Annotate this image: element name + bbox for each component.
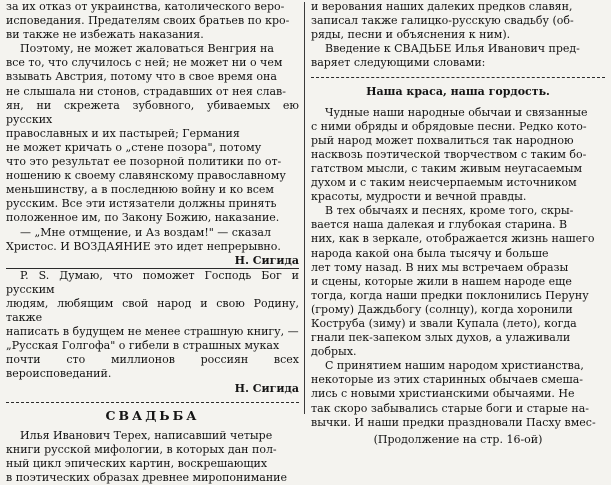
para2-line: русским. Все эти истязатели должны принять [6, 197, 277, 211]
svadba-line: книги русской мифологии, в которых дан пол- [6, 442, 277, 456]
body-line: добрых. [311, 345, 357, 359]
body-line: насквозь поэтической творчеством с таким бо- [311, 147, 587, 161]
svadba-line: Илья Иванович Терех, написавший четыре [20, 428, 273, 442]
subtitle: Наша краса, наша гордость. [366, 85, 550, 99]
left-column [6, 0, 299, 485]
vvedenie-line: Введение к СВАДЬБЕ Илья Иванович пред- [325, 42, 580, 56]
ps-line: написать в будущем не менее страшную книгу, — [6, 325, 299, 339]
right-column [311, 0, 605, 447]
para2-line: не слышала ни стонов, страдавших от нея слав- [6, 84, 286, 98]
para2-line: — „Мне отмщение, и Аз воздам!" — сказал [20, 225, 271, 239]
body-line: Чудные наши народные обычаи и связанные [325, 105, 588, 119]
body-line: гатством мысли, с таким живым неугасаемым [311, 161, 583, 175]
body-line: В тех обычаях и песнях, кроме того, скры- [325, 204, 574, 218]
para2-line: меньшинству, а в последнюю войну и ко всем [6, 183, 274, 197]
ps-line: P. S. Думаю, что поможет Господь Бог и русским [6, 268, 299, 296]
ps-line: почти сто миллионов россиян всех вероисповеданий. [6, 353, 299, 381]
svadba-line: ный цикл эпических картин, воскрешающих [6, 456, 268, 470]
body-line: так скоро забывались старые боги и старые на- [311, 401, 589, 415]
body-line: народа какой она была тысячу и больше [311, 246, 549, 260]
body-line: гнали пек-запеком злых духов, а улаживали [311, 331, 571, 345]
para2-line: Поэтому, не может жаловаться Венгрия на [20, 42, 274, 56]
body-line: вается наша далекая и глубокая старина. В [311, 218, 568, 232]
para2-line: ян, ни скрежета зубовного, убиваемых ею русских [6, 98, 299, 126]
ps-line: людям, любящим свой народ и свою Родину, также [6, 296, 299, 325]
para2-line: Христос. И ВОЗДАЯНИЕ это идет непрерывно. [6, 239, 281, 253]
para2-line: православных и их пастырей; Германия [6, 126, 240, 140]
intro-line: ряды, песни и объяснения к ним). [311, 28, 511, 42]
body-line: с ними обряды и обрядовые песни. Редко кото- [311, 119, 587, 133]
vvedenie-line: варяет следующими словами: [311, 56, 486, 70]
body-line: (грому) Даждьбогу (солнцу), когда хоронили [311, 302, 573, 316]
body-line: духом и с таким неисчерпаемым источником [311, 176, 577, 190]
intro-line: записал также галицко-русскую свадьбу (об- [311, 14, 574, 28]
intro-line: и верования наших далеких предков славян, [311, 0, 573, 13]
para1-line: исповедания. Предателям своих братьев по кро- [6, 14, 290, 28]
dashed-rule [6, 402, 299, 403]
body-line: лись с новыми христианскими обычаями. Не [311, 387, 575, 401]
column-divider [304, 2, 305, 414]
body-line: вычки. И наши предки праздновали Пасху вмес- [311, 415, 596, 429]
para2-line: положенное им, по Закону Божию, наказание. [6, 211, 280, 225]
para2-line: ношению к своему славянскому православному [6, 169, 286, 183]
para2-line: что это результат ее позорной политики по от- [6, 155, 282, 169]
para2-line: взывать Австрия, потому что в свое время она [6, 70, 277, 84]
para2-line: все то, что случилось с ней; не может ни о чем [6, 56, 283, 70]
para1-line: за их отказ от украинства, католического веро- [6, 0, 285, 13]
para1-line: ви также не избежать наказания. [6, 28, 204, 42]
signature: Н. Сигида [234, 381, 299, 395]
para2-line: не может кричать о „стене позора", потому [6, 140, 262, 154]
body-line: красоты, мудрости и вечной правды. [311, 190, 527, 204]
ps-line: „Русская Голгофа" о гибели в страшных муках [6, 339, 280, 353]
body-line: и сцены, которые жили в нашем народе еще [311, 274, 572, 288]
body-line: рый народ может похвалиться так народною [311, 133, 574, 147]
dashed-rule [311, 77, 605, 78]
body-line: тогда, когда наши предки поклонились Перуну [311, 288, 589, 302]
body-line: некоторые из этих старинных обычаев смеша- [311, 373, 584, 387]
section-title: СВАДЬБА [105, 407, 200, 423]
signature: Н. Сигида [234, 253, 299, 267]
body-line: С принятием нашим народом христианства, [325, 359, 584, 373]
body-line: Кострубa (зиму) и звали Купала (лето), когда [311, 316, 577, 330]
body-line: них, как в зеркале, отображается жизнь нашего [311, 232, 595, 246]
svadba-line: в поэтических образах древнее миропонимание [6, 471, 287, 484]
body-line: лет тому назад. В них мы встречаем образы [311, 260, 569, 274]
continuation-note: (Продолжение на стр. 16-ой) [373, 432, 543, 446]
